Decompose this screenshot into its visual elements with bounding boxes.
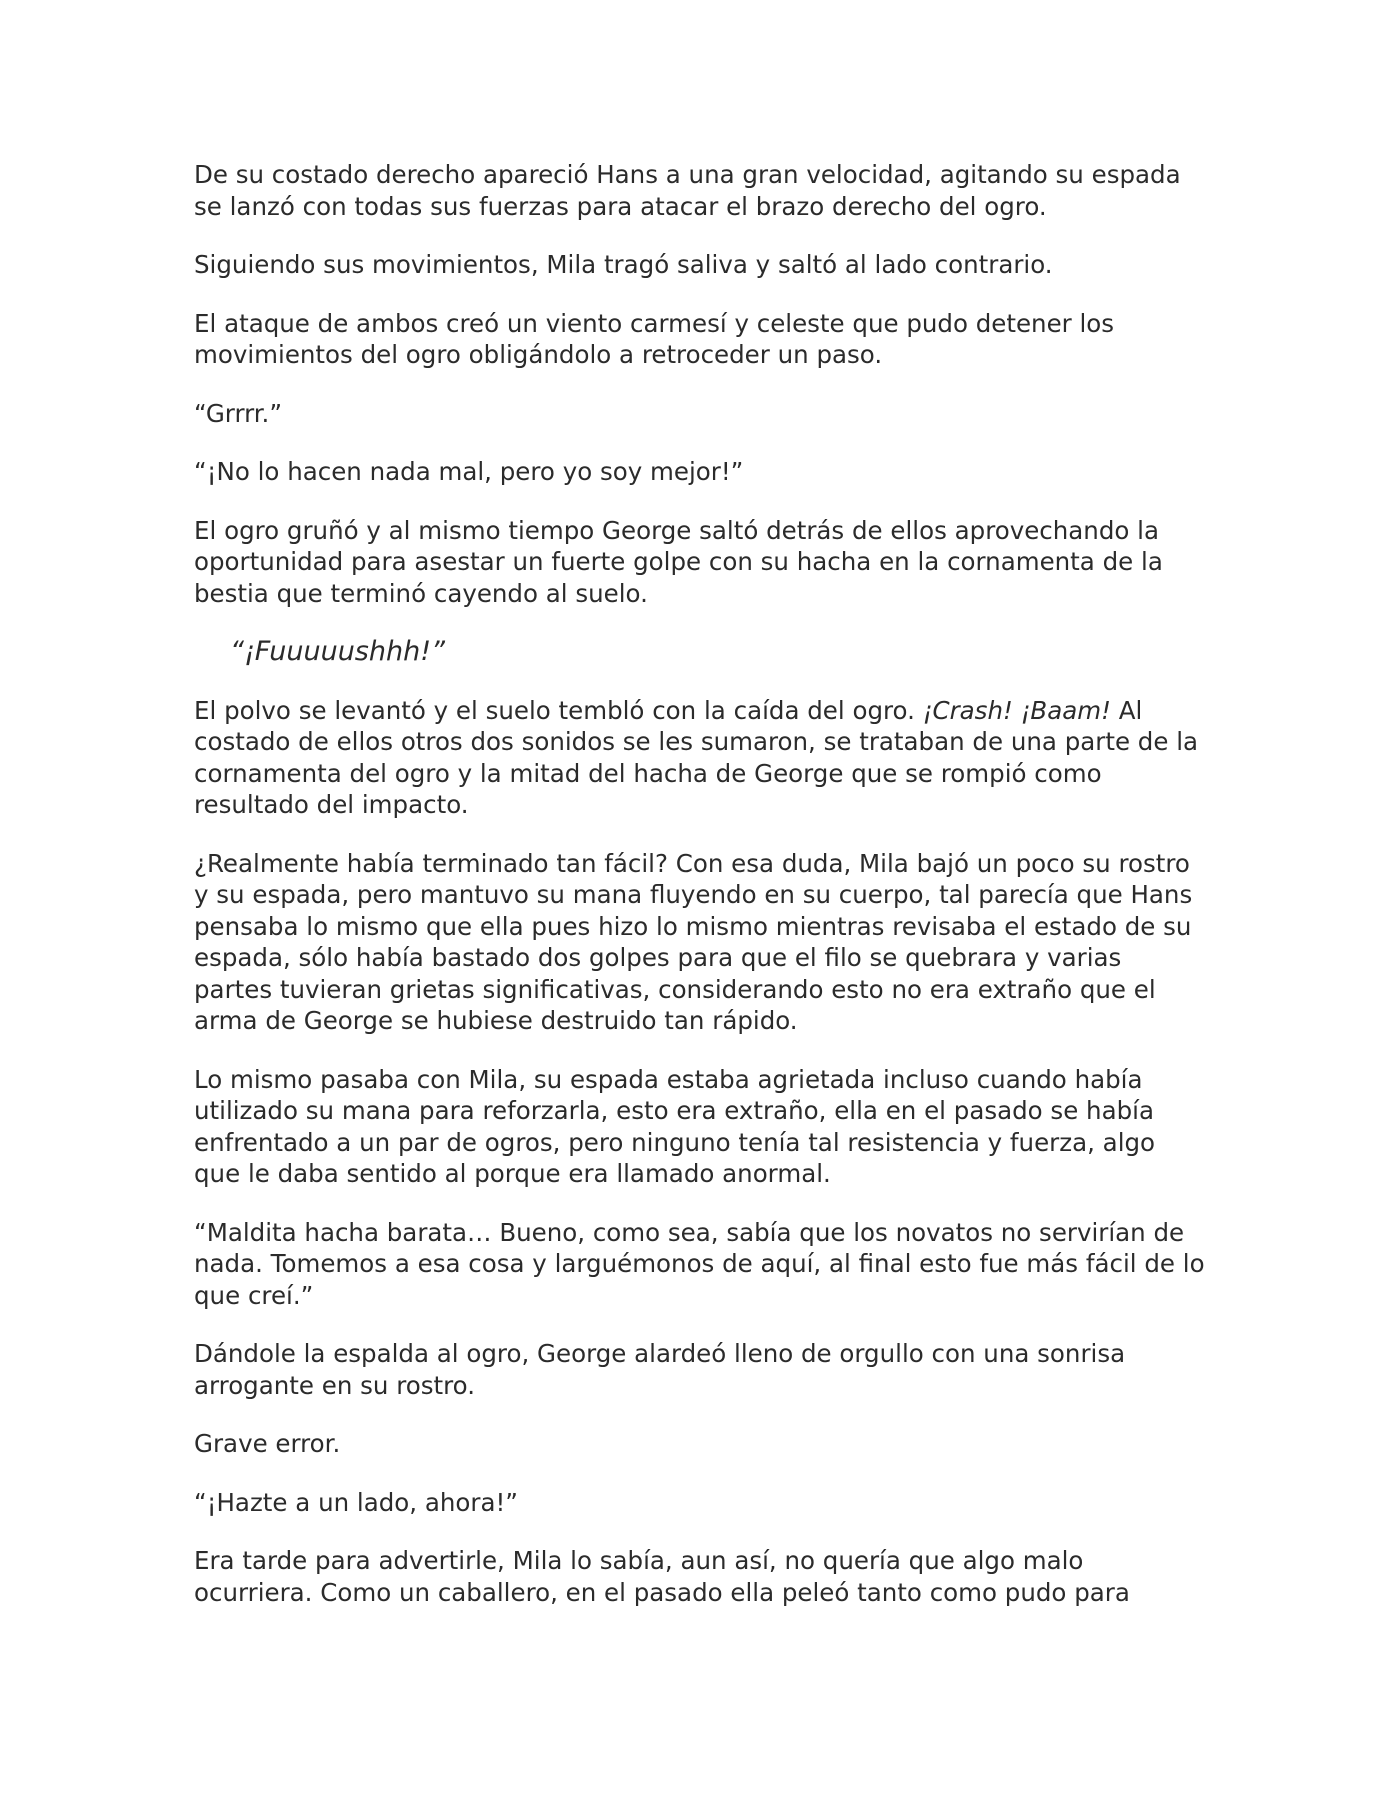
document-body [194,159,1206,1635]
paragraph: De su costado derecho apareció Hans a una gran velocidad, agitando su espada se lanzó con todas sus fuerzas para atacar el brazo derecho del ogro. [194,160,1181,221]
paragraph: Siguiendo sus movimientos, Mila tragó saliva y saltó al lado contrario. [194,250,1053,279]
paragraph [194,695,1206,821]
paragraph: ¿Realmente había terminado tan fácil? Con esa duda, Mila bajó un poco su rostro y su espada, pero mantuvo su mana fluyendo en su cuerpo, tal parecía que Hans pensaba lo mismo que ella pues hizo lo mismo mientras revisaba el estado de su espada, sólo había bastado dos golpes para que el filo se quebrara y varias partes tuvieran grietas significativas, considerando esto no era extraño que el arma de George se hubiese destruido tan rápido. [194,848,1193,1035]
dialogue-line: “¡No lo hacen nada mal, pero yo soy mejor!” [194,457,744,486]
dialogue-line: “¡Hazte a un lado, ahora!” [194,1487,518,1517]
paragraph: El ogro gruñó y al mismo tiempo George saltó detrás de ellos aprovechando la oportunidad para asestar un fuerte golpe con su hacha en la cornamenta de la bestia que terminó cayendo al suelo. [194,515,1163,608]
paragraph: Dándole la espalda al ogro, George alardeó lleno de orgullo con una sonrisa arrogante en su rostro. [194,1339,1126,1400]
paragraph: El ataque de ambos creó un viento carmesí y celeste que pudo detener los movimientos del ogro obligándolo a retroceder un paso. [194,308,1115,369]
dialogue-line: “Grrrr.” [194,398,283,428]
paragraph-text: El polvo se levantó y el suelo tembló con la caída del ogro. [194,695,923,725]
dialogue-line: “Maldita hacha barata… Bueno, como sea, sabía que los novatos no servirían de nada. Tomemos a esa cosa y larguémonos de aquí, al final esto fue más fácil de lo que creí.” [194,1217,1205,1310]
sound-effect-inline: ¡Crash! ¡Baam! [922,695,1111,725]
paragraph: Era tarde para advertirle, Mila lo sabía, aun así, no quería que algo malo ocurriera. Como un caballero, en el pasado ella peleó tanto como pudo para [194,1546,1130,1607]
paragraph-text: Al costado de ellos otros dos sonidos se les sumaron, se trataban de una parte de la cornamenta del ogro y la mitad del hacha de George que se rompió como resultado del impacto. [194,695,1199,819]
sound-effect-text: “¡Fuuuuushhh!” [230,636,446,667]
sound-effect-line [230,636,1206,668]
paragraph: Grave error. [194,1429,341,1458]
paragraph: Lo mismo pasaba con Mila, su espada estaba agrietada incluso cuando había utilizado su mana para reforzarla, esto era extraño, ella en el pasado se había enfrentado a un par de ogros, pero ninguno tenía tal resistencia y fuerza, algo que le daba sentido al porque era llamado anormal. [194,1064,1156,1188]
